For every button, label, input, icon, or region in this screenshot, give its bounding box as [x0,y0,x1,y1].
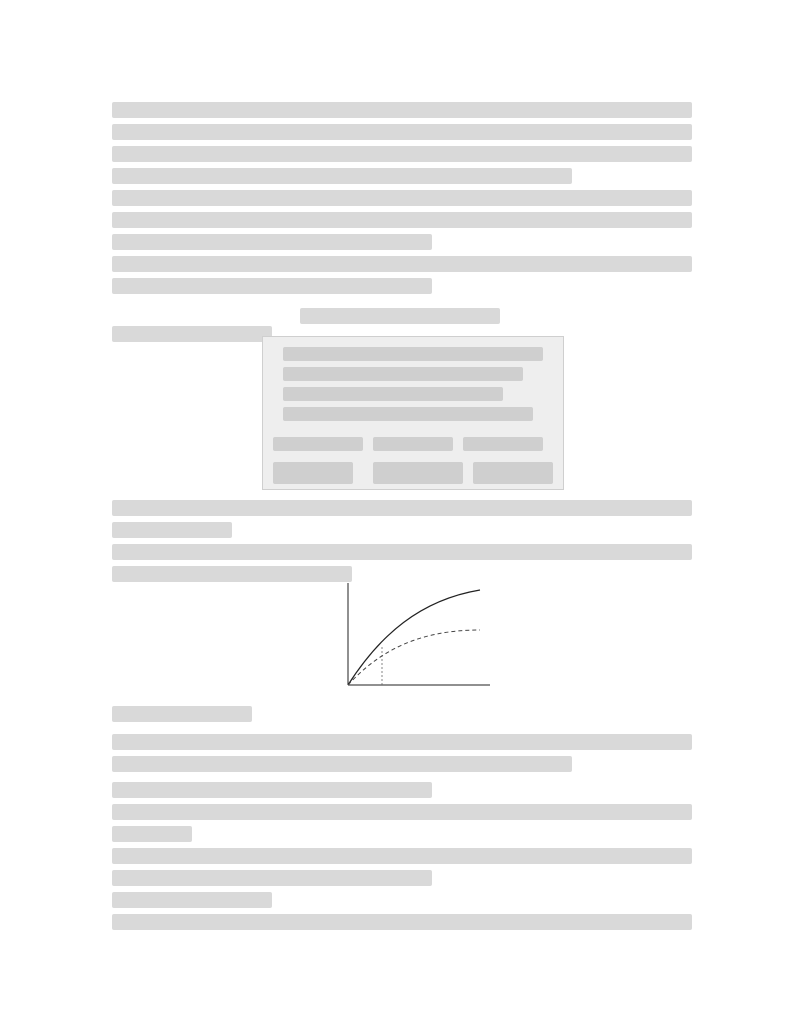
series-line-1 [348,590,480,685]
text-line [112,914,692,930]
text-line [112,706,252,722]
text-line [112,102,692,118]
text-line [112,826,192,842]
flow-node [373,437,453,451]
text-line [112,124,692,140]
diagram-text [283,347,543,361]
subsection-heading [112,892,272,908]
flow-node [463,437,543,451]
diagram-text [283,367,523,381]
text-line [112,168,572,184]
line-chart [330,575,500,700]
diagram-text [283,407,533,421]
section-heading [300,308,500,324]
flow-note [273,462,353,484]
flow-note [473,462,553,484]
subsection-heading [112,326,272,342]
text-line [112,212,692,228]
text-line [112,566,352,582]
text-line [112,848,692,864]
flow-note [373,462,463,484]
text-line [112,734,692,750]
text-line [112,500,692,516]
flow-node [273,437,363,451]
text-line [112,870,432,886]
text-line [112,756,572,772]
text-line [112,234,432,250]
text-line [112,544,692,560]
text-line [112,278,432,294]
text-line [112,804,692,820]
method-diagram [262,336,564,490]
text-line [112,256,692,272]
diagram-text [283,387,503,401]
text-line [112,190,692,206]
text-line [112,782,432,798]
text-line [112,146,692,162]
text-line [112,522,232,538]
